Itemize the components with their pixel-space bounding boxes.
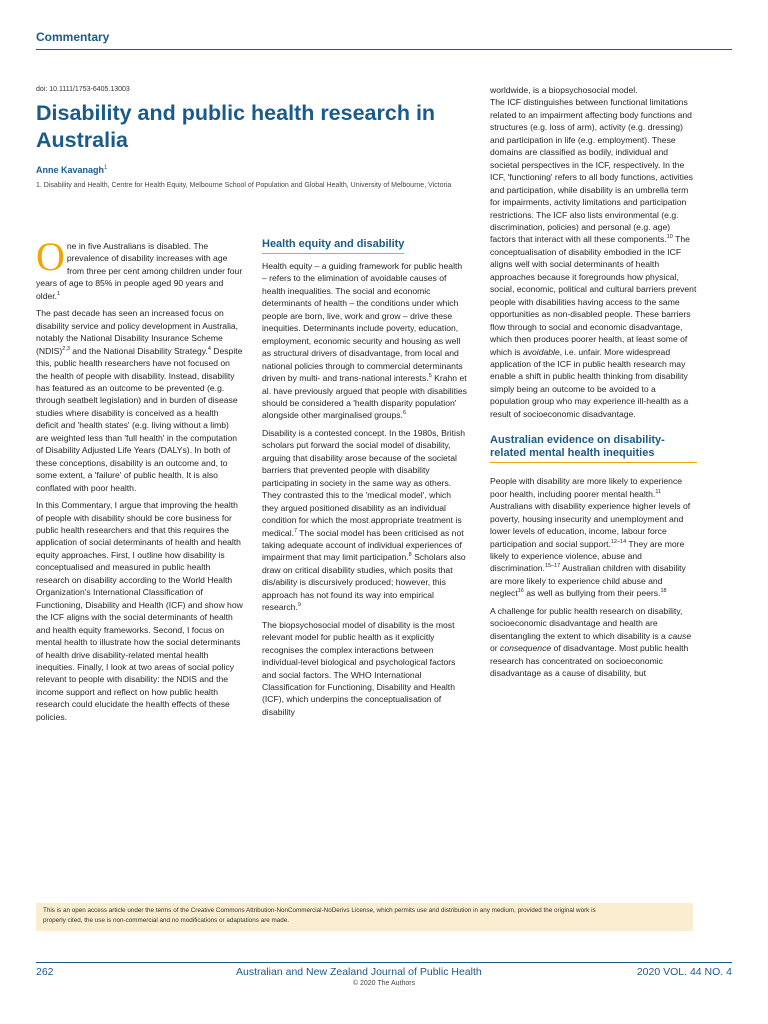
paragraph: The past decade has seen an increased focus on disability service and policy development in Australia, notably the National Disability Insurance Scheme (NDIS)$^{2,3}$ and the National Disability Strategy.$^4$ Despite this, public health researchers have not focused on the health of people with disability. Instead, disability has featured as an outcome to be prevented (e.g. through seatbelt legislation) and in burden of disease studies where disability is conceived as a health deficit and 'health states' (e.g. living without a limb) are weighted less than 'full health' in the computation of Disability Adjusted Life Years (DALYs). In both of these conceptions, disability is an outcome and, to some extent, a 'failure' of public health. It is also conflated with poor health. (36, 308, 243, 493)
paragraph: Disability is a contested concept. In the 1980s, British scholars put forward the social model of disability, arguing that disability arose because of the societal barriers that prevented people with disability participating in society in the same way as others. They contrasted this to the 'medical model', which they argued positioned disability as an individual condition for which the most appropriate treatment is medical.$^7$ The social model has been criticised as not taking adequate account of individual experiences of impairment that may limit participation.$^8$ Scholars also draw on critical disability studies, which posits that dis/ability is discursively produced; however, this approach has not found its way into empirical research.$^9$ (262, 427, 466, 613)
journal-name: Australian and New Zealand Journal of Public Health (236, 966, 482, 978)
paragraph: People with disability are more likely to experience poor health, including poorer mental health.$^{11}$ Australians with disability experience higher levels of poverty, housing insecurity and unemployment and lower levels of education, income, labour force participation and social support.$^{12-14}$ They are more likely to experience violence, abuse and discrimination.$^{15-17}$ Australian children with disability are more likely to experience child abuse and neglect$^{16}$ as well as bullying from their peers.$^{18}$ (490, 476, 691, 599)
copyright: © 2020 The Authors (352, 980, 416, 987)
licence-line: properly cited, the use is non-commercial and no modifications or adaptations are made. (43, 917, 290, 924)
section-heading: Health equity and disability (262, 238, 404, 254)
page-number: 262 (36, 966, 54, 978)
paragraph: In this Commentary, I argue that improving the health of people with disability should be core business for public health researchers and that this requires the application of social determinants of health and health equity approaches. First, I outline how disability is conceptualised and measured in public health research on disability according to the World Health Organization's International Classification of Functioning, Disability and Health (ICF) and show how the ICF aligns with the social determinants of health and health equity frameworks. Second, I focus on mental health to illustrate how the social determinants of health drive disability-related mental health inequities. Finally, I look at two areas of social policy relevant to people with disability: the NDIS and the income support and reflect on how public health research could elucidate the health effects of these policies. (36, 500, 243, 722)
intro-paragraph: One in five Australians is disabled. The prevalence of disability increases with age from three per cent among children under four years of age to 85% in people aged 90 years and older.$^1$ (36, 234, 243, 301)
author-name: Anne Kavanagh (36, 165, 105, 175)
column-1 (36, 234, 243, 728)
article-title: Disability and public health research in Australia (36, 101, 436, 152)
column-3 (490, 84, 697, 684)
paragraph: A challenge for public health research on disability, socioeconomic disadvantage and health are disentangling the extent to which disability is a cause or consequence of disadvantage. Most public health research has concentrated on socioeconomic disadvantage as a cause of disability, but (490, 605, 692, 679)
licence-box (36, 903, 693, 931)
licence-line: This is an open access article under the terms of the Creative Commons Attribution-NonCommercial-NoDerivs License, which permits use and distribution in any medium, provided the original work is (43, 907, 596, 914)
footer-rule (36, 962, 732, 963)
paragraph: The biopsychosocial model of disability is the most relevant model for public health as it explicitly recognises the complex interactions between individual-level biological and psychological factors and social factors. The WHO International Classification for Functioning, Disability and Health (ICF), which underpins the conceptualisation of disability (262, 619, 456, 717)
author-sup: 1 (104, 165, 108, 171)
paragraph: The ICF distinguishes between functional limitations related to an impairment affecting body functions and structures (e.g. loss of arm), activity (e.g. dressing) and participation in life (e.g. employment). These domains are classified as bodily, individual and societal perspectives in the ICF, respectively. In the ICF, 'functioning' refers to all body functions, activities and participation, while disability is an umbrella term for impairments, activity limitations and participation restrictions. The ICF also lists environmental (e.g. discrimination, policies) and personal (e.g. age) factors that interact with all these components.$^{10}$ The conceptualisation of disability embodied in the ICF aligns well with social determinants of health approaches because it foregrounds how physical, social, economic, political and cultural barriers prevent people with disabilities having access to the same opportunities as non-disabled people. These barriers flow through to social and economic disadvantage, which then produces poorer health, at least some of which is avoidable, i.e. unfair. More widespread application of the ICF in public health research may enable a shift in public health thinking from disability simply being an outcome to be avoided to a population group who may experience ill-health as a result of socioeconomic disadvantage. (490, 97, 697, 419)
section-label: Commentary (36, 30, 110, 44)
issue-info: 2020 VOL. 44 NO. 4 (636, 966, 732, 978)
paragraph: worldwide, is a biopsychosocial model. (490, 85, 638, 95)
affiliation: 1. Disability and Health, Centre for Health Equity, Melbourne School of Population and Global Health, University of Melbourne, Victoria (36, 182, 452, 189)
doi[interactable]: doi: 10.1111/1753-6405.13003 (36, 86, 130, 93)
header-rule (36, 49, 732, 50)
author (36, 165, 107, 175)
column-2 (262, 238, 469, 723)
section-heading: Australian evidence on disability-related mental health inequities (490, 434, 697, 463)
paragraph: Health equity – a guiding framework for public health – refers to the elimination of avoidable causes of health inequalities. The social and economic determinants of health – the conditions under which people are born, live, work and grow – drive these inequities. Determinants include poverty, education, employment, economic security and housing as well as structural drivers of disadvantage, from local and national policies through to commercial determinants driven by multi- and trans-national interests.$^5$ Krahn et al. have previously argued that people with disabilities should be considered a 'health disparity population' alongside other marginalised groups.$^6$ (262, 261, 467, 421)
drop-cap: O (36, 234, 65, 279)
